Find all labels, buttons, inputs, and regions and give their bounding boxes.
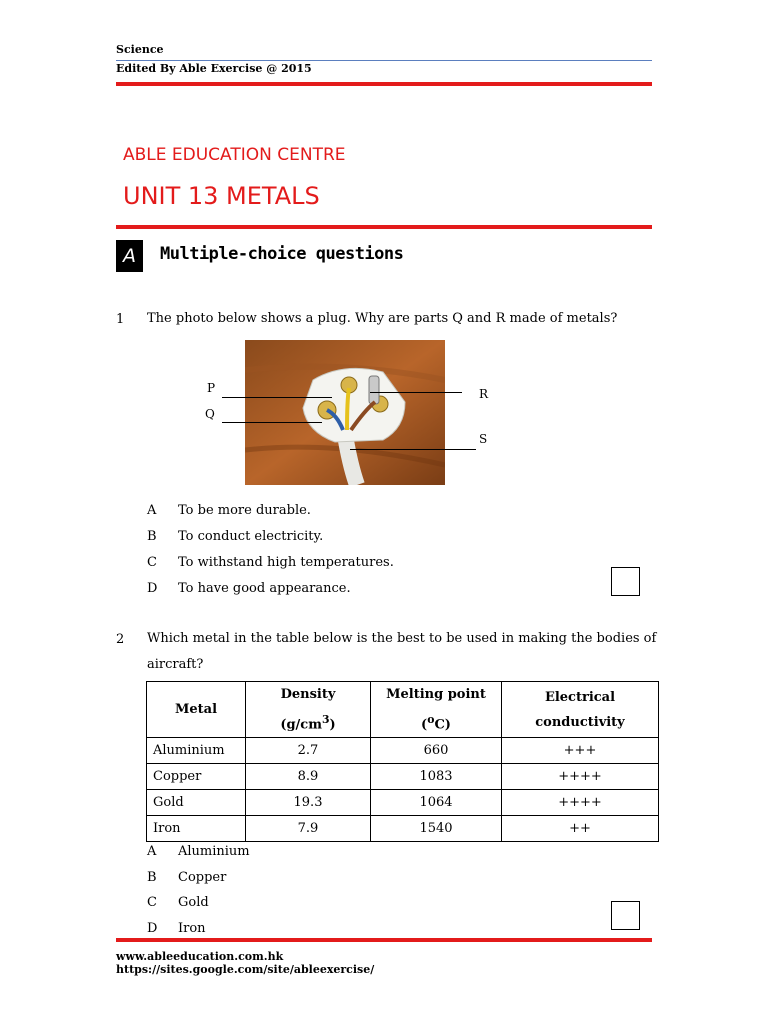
q1-option-d-text: To have good appearance.: [178, 581, 351, 596]
leader-line-q: [222, 422, 322, 423]
header-metal: Metal: [147, 682, 246, 738]
q1-option-a-text: To be more durable.: [178, 503, 311, 518]
q1-option-c-text: To withstand high temperatures.: [178, 555, 394, 570]
header-conductivity: Electrical conductivity: [502, 682, 659, 738]
table-row: [147, 764, 659, 790]
table-row: [147, 790, 659, 816]
question-1-text: The photo below shows a plug. Why are parts Q and R made of metals?: [147, 311, 618, 326]
cell-melting-point: 1064: [371, 790, 502, 816]
question-2-number: 2: [116, 632, 125, 647]
cell-conductivity: +++: [502, 738, 659, 764]
leader-line-r: [370, 392, 462, 393]
q1-answer-box[interactable]: [611, 567, 640, 596]
cell-metal: Iron: [147, 816, 246, 842]
cell-metal: Copper: [147, 764, 246, 790]
cell-density: 19.3: [246, 790, 371, 816]
section-letter-badge: A: [116, 240, 143, 272]
q2-option-b-text: Copper: [178, 870, 227, 885]
q2-option-a-text: Aluminium: [178, 844, 250, 859]
plug-label-s: S: [479, 432, 488, 446]
q2-option-d-text: Iron: [178, 921, 206, 936]
question-1-number: 1: [116, 312, 125, 327]
leader-line-s: [350, 449, 476, 450]
q2-option-b-letter: B: [147, 870, 157, 885]
header-red-rule: [116, 82, 652, 86]
plug-illustration: [245, 340, 445, 485]
footer-red-rule: [116, 938, 652, 942]
q2-option-a-letter: A: [147, 844, 157, 859]
header-subject: Science: [116, 43, 164, 56]
table-row: [147, 738, 659, 764]
table-header-row: [147, 682, 659, 738]
leader-line-p: [222, 397, 332, 398]
cell-conductivity: ++++: [502, 764, 659, 790]
footer-site-link[interactable]: www.ableeducation.com.hk: [116, 950, 284, 963]
cell-metal: Gold: [147, 790, 246, 816]
q2-option-c-letter: C: [147, 895, 157, 910]
question-2-text: Which metal in the table below is the best to be used in making the bodies of aircraft?: [147, 631, 657, 672]
cell-density: 8.9: [246, 764, 371, 790]
header-density: Density $(g/cm^3)$: [246, 682, 371, 738]
q2-option-c-text: Gold: [178, 895, 209, 910]
footer-url-link[interactable]: https://sites.google.com/site/ableexercise/: [116, 963, 375, 976]
section-title: Multiple-choice questions: [160, 244, 404, 264]
table-row: [147, 816, 659, 842]
plug-label-r: R: [479, 387, 489, 401]
cell-density: 7.9: [246, 816, 371, 842]
org-title: ABLE EDUCATION CENTRE: [123, 145, 346, 165]
cell-melting-point: 1540: [371, 816, 502, 842]
q1-option-a-letter: A: [147, 503, 157, 518]
cell-melting-point: 660: [371, 738, 502, 764]
unit-title: UNIT 13 METALS: [123, 182, 320, 210]
metals-table: [146, 681, 659, 842]
title-red-rule: [116, 225, 652, 229]
plug-label-p: P: [207, 381, 216, 395]
q1-option-c-letter: C: [147, 555, 157, 570]
q2-option-d-letter: D: [147, 921, 158, 936]
q1-option-d-letter: D: [147, 581, 158, 596]
plug-label-q: Q: [205, 407, 215, 421]
q1-option-b-text: To conduct electricity.: [178, 529, 324, 544]
cell-metal: Aluminium: [147, 738, 246, 764]
header-divider: [116, 60, 652, 61]
header-melting-point: Melting point ($^o$C): [371, 682, 502, 738]
q1-option-b-letter: B: [147, 529, 157, 544]
cell-conductivity: ++: [502, 816, 659, 842]
cell-melting-point: 1083: [371, 764, 502, 790]
cell-conductivity: ++++: [502, 790, 659, 816]
plug-photo: [245, 340, 445, 485]
q2-answer-box[interactable]: [611, 901, 640, 930]
header-edited-by: Edited By Able Exercise @ 2015: [116, 62, 312, 75]
cell-density: 2.7: [246, 738, 371, 764]
